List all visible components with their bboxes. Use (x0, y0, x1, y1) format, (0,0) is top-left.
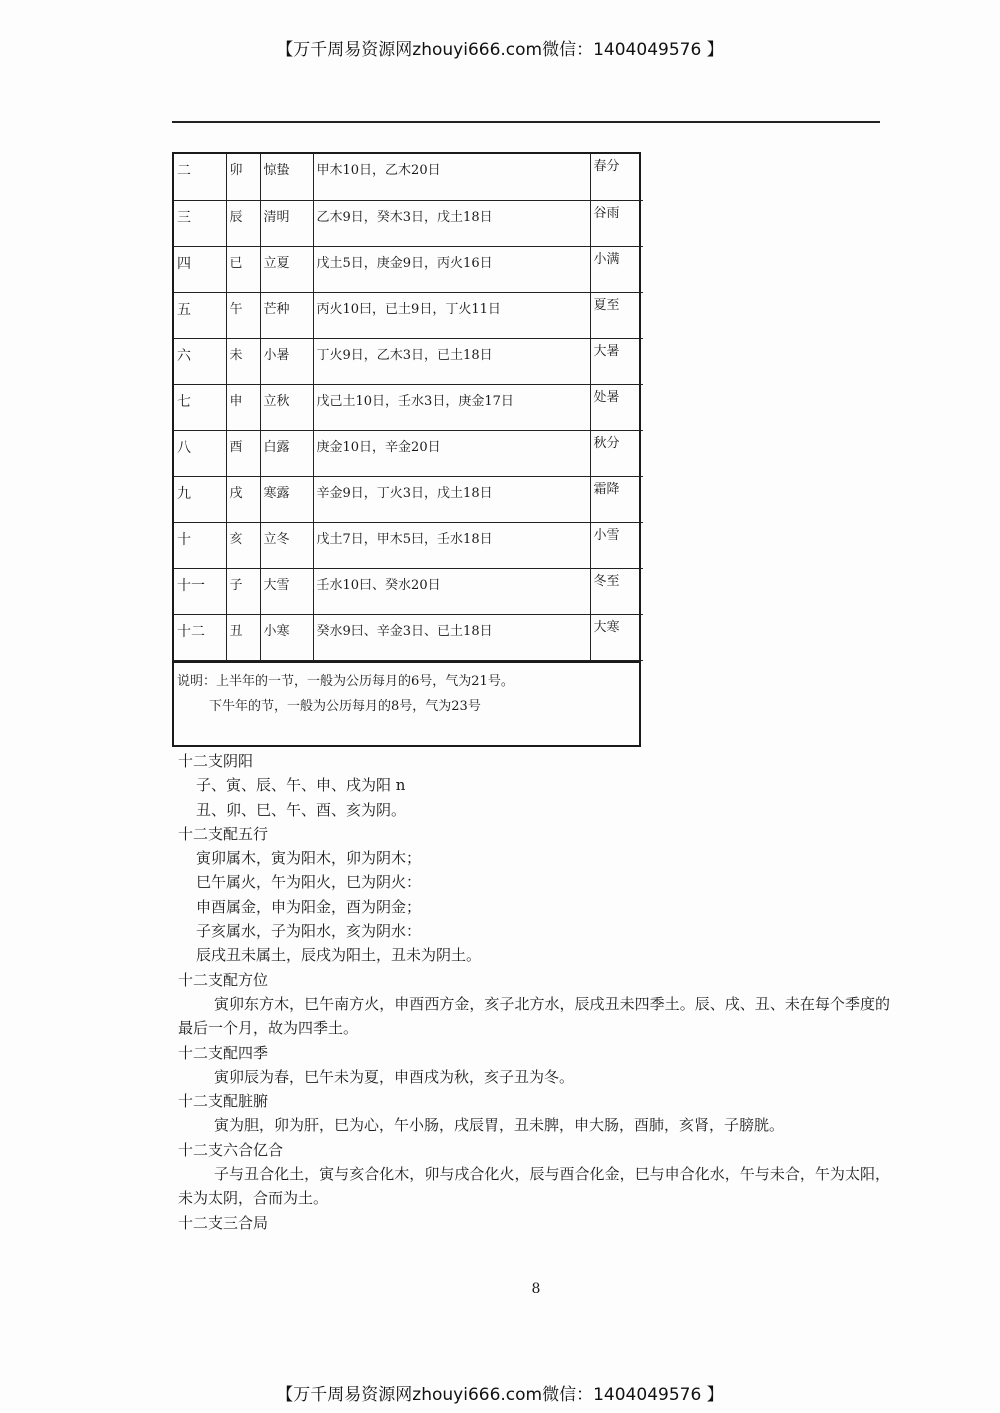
qi-cell: 春分 (590, 154, 643, 200)
qi-cell: 小满 (590, 246, 643, 292)
stems-cell: 癸水9曰、辛金3日、已土18日 (313, 614, 590, 660)
header-rule (172, 121, 880, 123)
branch-cell: 午 (226, 292, 260, 338)
jie-cell: 惊蛰 (260, 154, 313, 200)
month-cell: 十 (174, 522, 226, 568)
jie-cell: 立夏 (260, 246, 313, 292)
text-line: 辰戌丑未属土，辰戌为阳土，丑未为阴土。 (196, 946, 482, 965)
jie-cell: 芒种 (260, 292, 313, 338)
jie-cell: 寒露 (260, 476, 313, 522)
watermark-bottom: 【万千周易资源网zhouyi666.com微信：1404049576 】 (276, 1385, 724, 1405)
qi-cell: 大寒 (590, 614, 643, 660)
qi-cell: 冬至 (590, 568, 643, 614)
table-row (174, 522, 643, 568)
qi-cell: 谷雨 (590, 200, 643, 246)
table-note-line2: 下牛年的节，一般为公历每月的8号，气为23号 (209, 698, 481, 714)
jie-cell: 大雪 (260, 568, 313, 614)
branch-cell: 辰 (226, 200, 260, 246)
stems-cell: 丁火9日，乙木3日，已土18日 (313, 338, 590, 384)
stems-cell: 乙木9日，癸木3日，戊土18日 (313, 200, 590, 246)
table-row (174, 154, 643, 200)
stems-cell: 丙火10曰，已土9日，丁火11日 (313, 292, 590, 338)
text-line: 子亥属水，子为阳水，亥为阴水： (196, 922, 422, 941)
paragraph-siji: 寅卯辰为春，巳午未为夏，申酉戌为秋，亥子丑为冬。 (214, 1067, 575, 1086)
qi-cell: 小雪 (590, 522, 643, 568)
qi-cell: 秋分 (590, 430, 643, 476)
section-heading-fangwei: 十二支配方位 (178, 970, 269, 989)
jieqi-grid (174, 154, 643, 661)
qi-cell: 夏至 (590, 292, 643, 338)
jie-cell: 清明 (260, 200, 313, 246)
table-row (174, 338, 643, 384)
table-row (174, 292, 643, 338)
table-row (174, 614, 643, 660)
table-row (174, 246, 643, 292)
stems-cell: 戊土5日，庚金9日，丙火16日 (313, 246, 590, 292)
text-line: 寅卯属木，寅为阳木，卯为阴木； (196, 849, 422, 868)
qi-cell: 霜降 (590, 476, 643, 522)
branch-cell: 酉 (226, 430, 260, 476)
jie-cell: 立冬 (260, 522, 313, 568)
table-note (174, 661, 639, 746)
stems-cell: 庚金10日，辛金20日 (313, 430, 590, 476)
section-heading-sanhe: 十二支三合局 (178, 1213, 269, 1232)
month-cell: 五 (174, 292, 226, 338)
section-heading-wuxing: 十二支配五行 (178, 824, 269, 843)
branch-cell: 丑 (226, 614, 260, 660)
month-cell: 八 (174, 430, 226, 476)
section-heading-yinyang: 十二支阴阳 (178, 752, 254, 770)
stems-cell: 甲木10日，乙木20日 (313, 154, 590, 200)
branch-cell: 亥 (226, 522, 260, 568)
branch-cell: 戌 (226, 476, 260, 522)
paragraph-liuhe: 子与丑合化土，寅与亥合化木，卯与戌合化火，辰与酉合化金，巳与申合化水，午与未合，午为太阳，未为太阴，合而为土。 (178, 1165, 890, 1208)
month-cell: 二 (174, 154, 226, 200)
table-row (174, 430, 643, 476)
branch-cell: 子 (226, 568, 260, 614)
branch-cell: 已 (226, 246, 260, 292)
stems-cell: 辛金9日，丁火3日，戊土18日 (313, 476, 590, 522)
branch-cell: 卯 (226, 154, 260, 200)
text-line: 申酉属金，申为阳金，酉为阴金； (196, 897, 422, 916)
stems-cell: 戊己土10日，壬水3日，庚金17日 (313, 384, 590, 430)
jie-cell: 立秋 (260, 384, 313, 430)
month-cell: 十一 (174, 568, 226, 614)
watermark-top: 【万千周易资源网zhouyi666.com微信：1404049576 】 (276, 40, 724, 60)
branch-cell: 未 (226, 338, 260, 384)
body-text (178, 749, 890, 1235)
section-heading-liuhe: 十二支六合亿合 (178, 1140, 284, 1159)
stems-cell: 壬水10曰、癸水20日 (313, 568, 590, 614)
table-row (174, 384, 643, 430)
month-cell: 七 (174, 384, 226, 430)
month-cell: 四 (174, 246, 226, 292)
page-number: 8 (531, 1281, 541, 1297)
jie-cell: 小寒 (260, 614, 313, 660)
paragraph-fangwei: 寅卯东方木，巳午南方火，申酉西方金，亥子北方水，辰戌丑未四季土。辰、戌、丑、未在每个季度的最后一个月，故为四季土。 (178, 994, 890, 1038)
jieqi-table (172, 152, 641, 747)
jie-cell: 小暑 (260, 338, 313, 384)
section-heading-zangfu: 十二支配脏腑 (178, 1092, 269, 1111)
month-cell: 九 (174, 476, 226, 522)
branch-cell: 申 (226, 384, 260, 430)
table-row (174, 568, 643, 614)
paragraph-zangfu: 寅为胆，卯为肝，巳为心，午小肠，戌辰胃，丑未脾，申大肠，酉肺，亥肾，子膀胱。 (214, 1116, 785, 1135)
table-row (174, 476, 643, 522)
table-row (174, 200, 643, 246)
text-line: 巳午属火，午为阳火，巳为阴火： (196, 873, 422, 892)
jie-cell: 白露 (260, 430, 313, 476)
month-cell: 十二 (174, 614, 226, 660)
qi-cell: 处暑 (590, 384, 643, 430)
section-heading-siji: 十二支配四季 (178, 1043, 269, 1062)
qi-cell: 大暑 (590, 338, 643, 384)
text-line: 子、寅、辰、午、申、戌为阳 n (196, 776, 406, 795)
table-note-line1: 说明：上半年的一节，一般为公历每月的6号，气为21号。 (177, 673, 514, 689)
month-cell: 三 (174, 200, 226, 246)
stems-cell: 戊土7日，甲木5曰，壬水18日 (313, 522, 590, 568)
text-line: 丑、卯、巳、午、酉、亥为阴。 (196, 800, 407, 819)
month-cell: 六 (174, 338, 226, 384)
